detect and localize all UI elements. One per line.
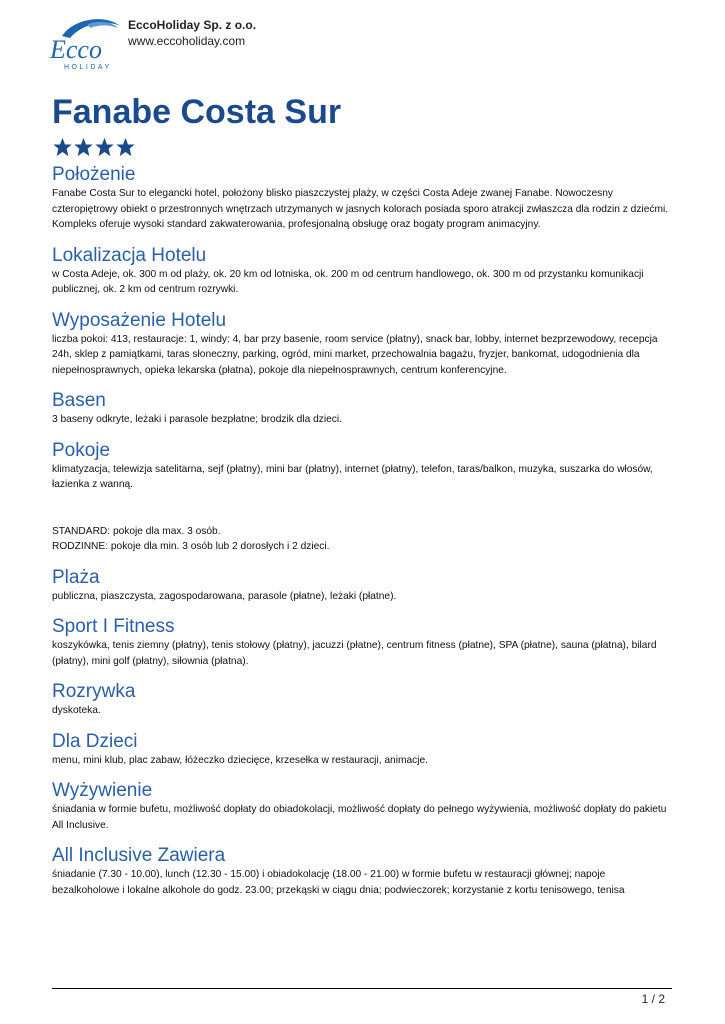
section (52, 390, 672, 428)
section (52, 440, 672, 555)
section (52, 845, 672, 898)
section-body: klimatyzacja, telewizja satelitarna, sejf (płatny), mini bar (płatny), internet (płatny), telefon, taras/balkon, muzyka, suszarka do włosów, łazienka z wanną. STANDARD: pokoje dla max. 3 osób. RODZINNE: pokoje dla min. 3 osób lub 2 dorosłych i 2 dzieci. (52, 463, 653, 552)
section-body: śniadania w formie bufetu, możliwość dopłaty do obiadokolacji, możliwość dopłaty do pełnego wyżywienia, możliwość dopłaty do pakietu All Inclusive. (52, 804, 667, 831)
section-heading: Plaża (52, 566, 100, 588)
section-body: dyskoteka. (52, 705, 101, 716)
star-icon (94, 137, 115, 157)
hotel-title: Fanabe Costa Sur (52, 93, 342, 131)
section-body: 3 baseny odkryte, leżaki i parasole bezpłatne; brodzik dla dzieci. (52, 414, 342, 425)
section-body: w Costa Adeje, ok. 300 m od plaży, ok. 20 km od lotniska, ok. 200 m od centrum handlowego, ok. 300 m od przystanku komunikacji publicznej, ok. 2 km od centrum rozrywki. (52, 268, 644, 295)
section (52, 310, 672, 379)
star-rating (52, 137, 136, 157)
section-heading: Pokoje (52, 439, 111, 461)
star-icon (115, 137, 136, 157)
section (52, 780, 672, 833)
logo-text: Ecco (50, 35, 102, 64)
section-heading: Sport I Fitness (52, 616, 175, 637)
section-heading: Dla Dzieci (52, 730, 138, 752)
section (52, 245, 672, 298)
section-body: menu, mini klub, plac zabaw, łóżeczko dziecięce, krzesełka w restauracji, animacje. (52, 754, 428, 766)
company-name: EccoHoliday Sp. z o.o. (128, 18, 257, 32)
logo-subtext: HOLIDAY (64, 64, 112, 71)
section-heading: Lokalizacja Hotelu (52, 244, 207, 266)
section (52, 164, 672, 233)
star-icon (73, 137, 94, 157)
page-number: 1 / 2 (641, 992, 665, 1006)
section-heading: Wyposażenie Hotelu (52, 309, 227, 331)
company-info (128, 18, 256, 48)
star-icon (52, 137, 73, 157)
footer-divider (52, 988, 672, 989)
section-body: publiczna, piaszczysta, zagospodarowana, parasole (płatne), leżaki (płatne). (52, 590, 397, 602)
section-heading: Rozrywka (52, 681, 136, 702)
section-body: śniadanie (7.30 - 10.00), lunch (12.30 - 15.00) i obiadokolację (18.00 - 21.00) w formie bufetu w restauracji głównej; napoje bezalkoholowe i lokalne alkohole do godz. 23.00; przekąski w ciągu dnia; podwieczorek; korzystanie z kortu tenisowego, tenisa (52, 869, 625, 896)
section (52, 681, 672, 719)
section (52, 567, 672, 605)
section-heading: All Inclusive Zawiera (52, 845, 226, 866)
section-heading: Wyżywienie (52, 780, 153, 801)
section-body: koszykówka, tenis ziemny (płatny), tenis stołowy (płatny), jacuzzi (płatne), centrum fitness (płatne), SPA (płatne), sauna (płatna), bilard (płatny), mini golf (płatny), siłownia (płatna). (52, 640, 657, 667)
header (48, 14, 688, 74)
section (52, 616, 672, 669)
section-body: liczba pokoi: 413, restauracje: 1, windy: 4, bar przy basenie, room service (płatny), snack bar, lobby, internet bezprzewodowy, recepcja 24h, sklep z pamiątkami, taras słoneczny, parking, ogród, mini market, przechowalnia bagażu, fryzjer, bankomat, udogodnienia dla niepełnosprawnych, opieka lekarska (płatna), pokoje dla niepełnosprawnych, centrum konferencyjne. (52, 333, 658, 376)
section-heading: Położenie (52, 164, 136, 185)
company-url[interactable]: www.eccoholiday.com (128, 34, 246, 48)
section-heading: Basen (52, 390, 106, 411)
hotel-description (52, 164, 672, 898)
section (52, 731, 672, 769)
section-body: Fanabe Costa Sur to elegancki hotel, położony blisko piaszczystej plaży, w części Costa Adeje zwanej Fanabe. Nowoczesny czteropiętrowy obiekt o przestronnych wnętrzach utrzymanych w jasnych kolorach posiada sporo atrakcji zwłaszcza dla rodzin z dziećmi. Kompleks oferuje wysoki standard zakwaterowania, profesjonalną obsługę oraz bogaty program animacyjny. (52, 188, 669, 230)
ecco-holiday-logo (48, 14, 124, 72)
